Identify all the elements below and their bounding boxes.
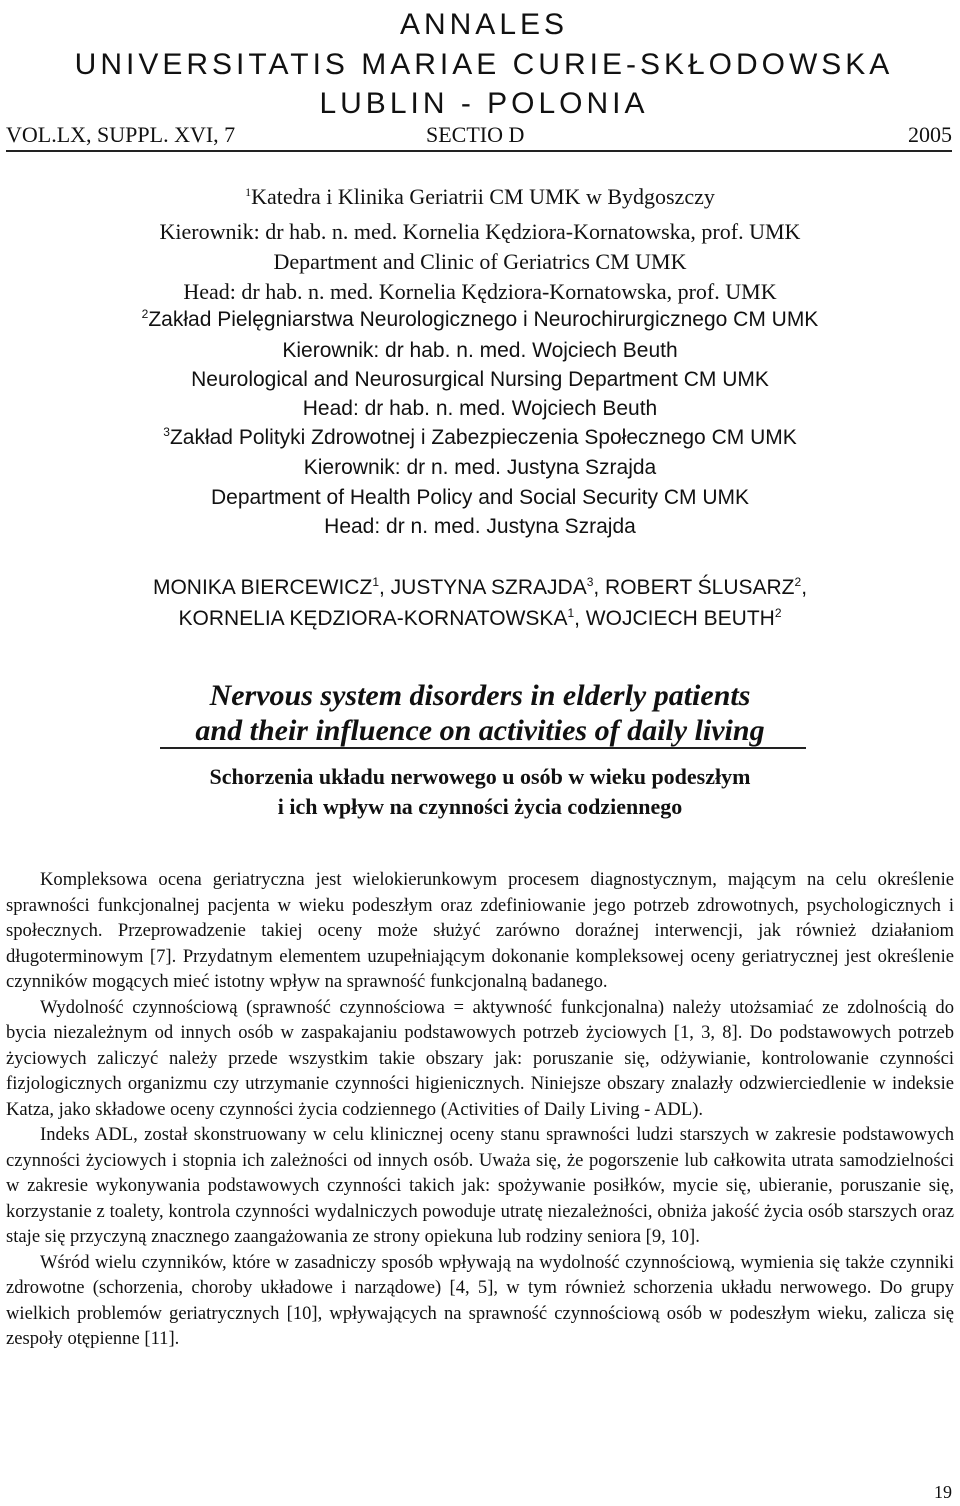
author-affiliation-marker: 2 [794, 575, 802, 589]
author-affiliation-marker: 2 [774, 606, 782, 620]
affiliation-text: Head: dr n. med. Justyna Szrajda [324, 515, 636, 538]
body-paragraph: Wydolność czynnościową (sprawność czynnościowa = aktywność funkcjonalna) należy utożsamiać ze zdolnością do bycia niezależnym od innych osób w zaspakajaniu podstawowych potrzeb życiowych [1, 3, 8]. Do podstawowych potrzeb życiowych zaliczyć należy przede wszystkim takie obszary jak: poruszanie się, odżywianie, kontrolowanie czynności fizjologicznych organizmu czy utrzymanie czynności higienicznych. Niniejsze obszary znalazły odzwierciedlenie w indeksie Katza, jako składowe oceny czynności życia codziennego (Activities of Daily Living - ADL). [6, 996, 954, 1120]
affiliation-line [0, 366, 960, 394]
title-english-line-2: and their influence on activities of daily living [195, 714, 765, 747]
title-polish-line-2: i ich wpływ na czynności życia codziennego [277, 794, 683, 819]
body-paragraph: Kompleksowa ocena geriatryczna jest wielokierunkowym procesem diagnostycznym, mającym na celu określenie sprawności funkcjonalnej pacjenta w wieku podeszłym oraz zdefiniowanie jego potrzeb zdrowotnych, psychologicznych i społecznych. Przeprowadzenie takiej oceny może służyć zarówno doraźnej interwencji, jak również działaniom długoterminowym [7]. Przydatnym elementem uzupełniającym dokonanie kompleksowej oceny geriatrycznej jest określenie czynników mogących mieć istotny wpływ na sprawność funkcjonalną badanego. [6, 869, 954, 992]
journal-name-line-2: UNIVERSITATIS MARIAE CURIE-SKŁODOWSKA [74, 48, 894, 81]
affiliation-line [0, 248, 960, 276]
author-name: , JUSTYNA SZRAJDA [379, 576, 587, 599]
article-body [6, 867, 954, 1352]
volume-info-row [6, 120, 952, 152]
authors-line-2 [0, 604, 960, 634]
affiliation-line [0, 454, 960, 482]
affiliation-line [0, 337, 960, 365]
affiliation-marker: 3 [163, 425, 170, 439]
affiliation-line [0, 424, 960, 452]
author-affiliation-marker: 1 [372, 575, 379, 589]
authors-line-1 [0, 573, 960, 603]
author-name: , WOJCIECH BEUTH [574, 607, 775, 630]
journal-name-line-1: ANNALES [399, 8, 569, 41]
affiliation-text: Zakład Pielęgniarstwa Neurologicznego i Neurochirurgicznego CM UMK [148, 308, 819, 331]
author-affiliation-marker: 3 [586, 575, 594, 589]
volume-label: VOL.LX, SUPPL. XVI, 7 [6, 122, 236, 147]
affiliation-line [0, 218, 960, 246]
author-separator: , [801, 576, 808, 599]
affiliation-line [0, 278, 960, 306]
affiliation-text: Katedra i Klinika Geriatrii CM UMK w Bydgoszczy [251, 184, 715, 209]
page-number: 19 [934, 1482, 952, 1502]
affiliation-text: Department and Clinic of Geriatrics CM UMK [273, 249, 687, 274]
affiliation-text: Neurological and Neurosurgical Nursing Department CM UMK [191, 368, 769, 391]
title-english-line-1: Nervous system disorders in elderly patients [209, 679, 751, 712]
author-affiliation-marker: 1 [567, 606, 575, 620]
affiliation-text: Head: dr hab. n. med. Wojciech Beuth [302, 397, 658, 420]
body-paragraph: Indeks ADL, został skonstruowany w celu klinicznej oceny stanu sprawności ludzi starszych w zakresie podstawowych czynności życiowych i stopnia ich zależności od innych osób. Uważa się, że pogorszenie lub całkowita utrata samodzielności w zakresie wykonywania podstawowych czynności takich jak: spożywanie posiłków, mycie się, ubieranie, poruszanie się, korzystanie z toalety, kontrola czynności wydalniczych powoduje utratę niezależności, obniża jakość życia osób starszych oraz staje się przyczyną znacznego zaangażowania ze strony opiekuna lub rodziny seniora [9, 10]. [6, 1124, 954, 1247]
affiliation-text: Kierownik: dr hab. n. med. Wojciech Beuth [282, 339, 678, 362]
affiliation-text: Department of Health Policy and Social Security CM UMK [210, 486, 750, 509]
title-polish-line-1: Schorzenia układu nerwowego u osób w wieku podeszłym [209, 764, 751, 789]
affiliation-marker: 1 [245, 185, 252, 199]
affiliation-line [0, 306, 960, 334]
author-name: MONIKA BIERCEWICZ [152, 576, 373, 599]
section-label: SECTIO D [426, 122, 525, 147]
affiliation-line [0, 513, 960, 541]
author-name: , ROBERT ŚLUSARZ [593, 576, 795, 599]
journal-location: LUBLIN - POLONIA [319, 87, 649, 120]
affiliation-text: Zakład Polityki Zdrowotnej i Zabezpieczenia Społecznego CM UMK [169, 426, 797, 449]
affiliation-text: Head: dr hab. n. med. Kornelia Kędziora-Kornatowska, prof. UMK [183, 279, 777, 304]
affiliation-line [0, 484, 960, 512]
affiliation-line [0, 395, 960, 423]
title-underline [160, 747, 806, 749]
author-name: KORNELIA KĘDZIORA-KORNATOWSKA [178, 607, 568, 630]
affiliation-marker: 2 [141, 307, 149, 321]
year-label: 2005 [908, 122, 952, 147]
affiliation-line [0, 183, 960, 211]
affiliation-text: Kierownik: dr hab. n. med. Kornelia Kędziora-Kornatowska, prof. UMK [159, 219, 801, 244]
affiliation-text: Kierownik: dr n. med. Justyna Szrajda [303, 456, 657, 479]
body-paragraph: Wśród wielu czynników, które w zasadniczy sposób wpływają na wydolność czynnościową, wymienia się także czynniki zdrowotne (schorzenia, choroby układowe i narządowe) [4, 5], w tym również schorzenia układu nerwowego. Do grupy wielkich problemów geriatrycznych [10], wpływających na sprawność czynnościową osób w podeszłym wieku, zalicza się zespoły otępienne [11]. [6, 1251, 954, 1349]
